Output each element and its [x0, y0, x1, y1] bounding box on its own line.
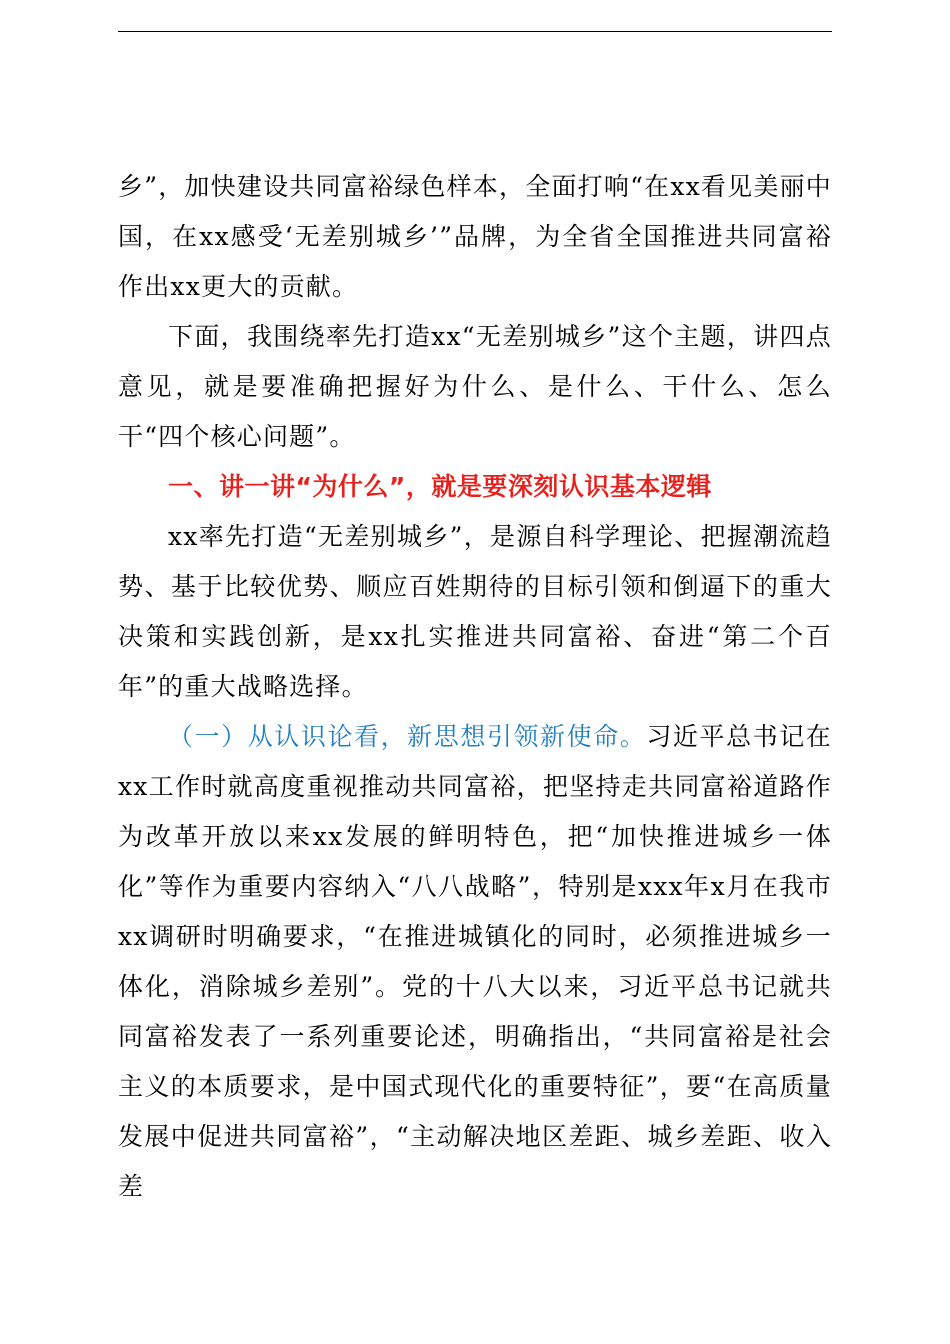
header-rule — [118, 31, 832, 32]
paragraph-overview: xx率先打造“无差别城乡”，是源自科学理论、把握潮流趋势、基于比较优势、顺应百姓期待的目标引领和倒逼下的重大决策和实践创新，是xx扎实推进共同富裕、奋进“第二个百年”的重大战略选择。 — [118, 522, 832, 701]
paragraph-intro: 下面，我围绕率先打造xx“无差别城乡”这个主题，讲四点意见，就是要准确把握好为什么、是什么、干什么、怎么干“四个核心问题”。 — [118, 322, 832, 451]
section-heading: 一、讲一讲“为什么”，就是要深刻认识基本逻辑 — [168, 472, 712, 501]
paragraph-continuation: 乡”，加快建设共同富裕绿色样本，全面打响“在xx看见美丽中国，在xx感受‘无差别城乡’”品牌，为全省全国推进共同富裕作出xx更大的贡献。 — [118, 172, 832, 301]
subsection-heading: （一）从认识论看，新思想引领新使命。 — [168, 722, 647, 751]
paragraph-epistemology — [118, 712, 832, 1212]
document-body — [118, 162, 832, 1212]
paragraph-epistemology-text: 习近平总书记在xx工作时就高度重视推动共同富裕，把坚持走共同富裕道路作为改革开放以来xx发展的鲜明特色，把“加快推进城乡一体化”等作为重要内容纳入“八八战略”，特别是xxx年x月在我市xx调研时明确要求，“在推进城镇化的同时，必须推进城乡一体化，消除城乡差别”。党的十八大以来，习近平总书记就共同富裕发表了一系列重要论述，明确指出，“共同富裕是社会主义的本质要求，是中国式现代化的重要特征”，要“在高质量发展中促进共同富裕”，“主动解决地区差距、城乡差距、收入差 — [118, 722, 832, 1201]
